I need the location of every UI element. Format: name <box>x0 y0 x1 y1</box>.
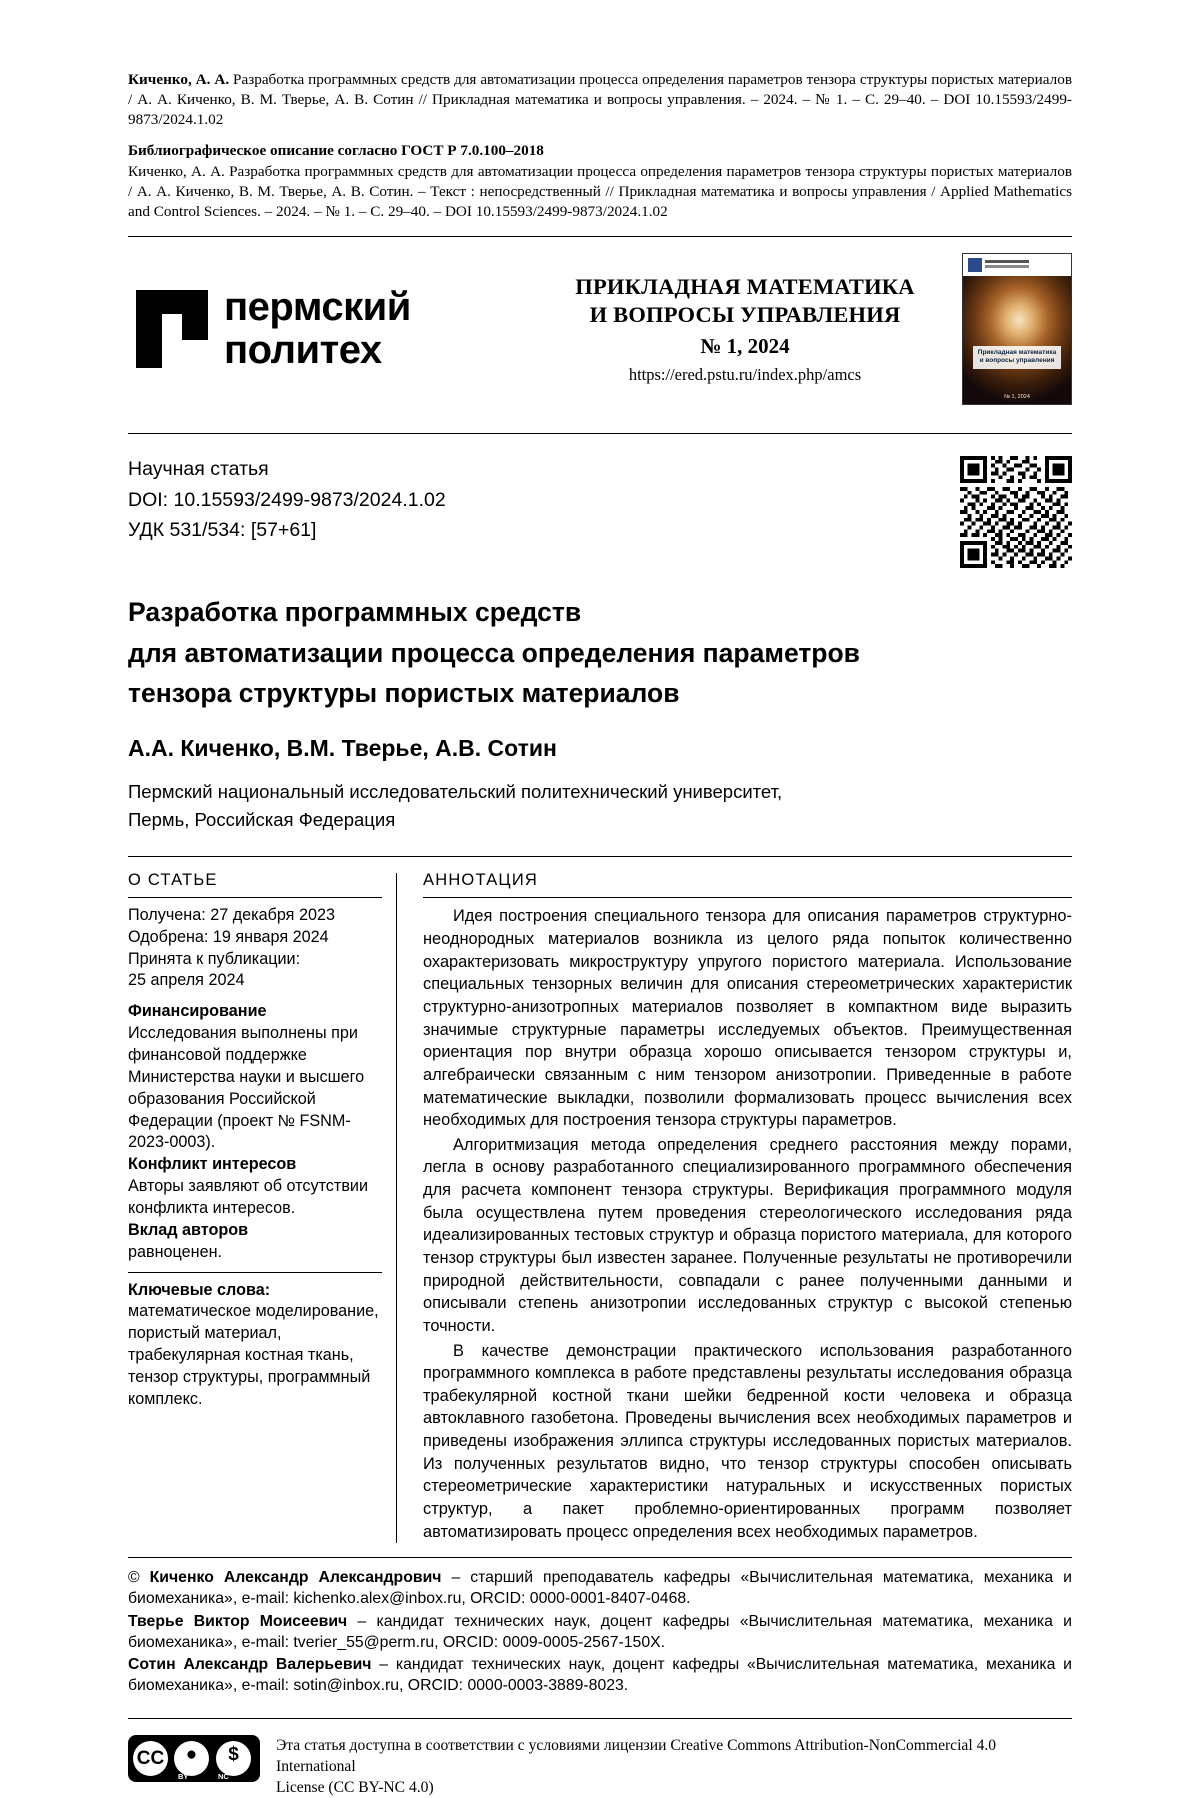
contribution-block <box>128 1220 382 1264</box>
date-approved: Одобрена: 19 января 2024 <box>128 927 329 946</box>
title-line-2: для автоматизации процесса определения параметров <box>128 637 860 668</box>
keywords-text: математическое моделирование, пористый материал, трабекулярная костная ткань, тензор структуры, программный комплекс. <box>128 1302 379 1408</box>
cc-badge-by-icon: ● <box>174 1741 209 1776</box>
article-udk: УДК 531/534: [57+61] <box>128 518 317 541</box>
cc-badge-nc-label: NC <box>218 1772 229 1782</box>
contact-row <box>128 1654 1072 1696</box>
journal-title-line-1: ПРИКЛАДНАЯ МАТЕМАТИКА <box>575 274 915 300</box>
cover-footer: № 1, 2024 <box>1004 394 1030 401</box>
contact-name: Киченко Александр Александрович <box>149 1569 442 1587</box>
author-list: А.А. Киченко, В.М. Тверье, А.В. Сотин <box>128 735 557 762</box>
masthead <box>128 237 1072 419</box>
logo-line-1: пермский <box>224 285 411 330</box>
license-line-2: License (CC BY-NC 4.0) <box>276 1778 434 1796</box>
abstract-rule <box>423 897 1072 898</box>
abstract-section <box>128 857 1072 1544</box>
title-line-3: тензора структуры пористых материалов <box>128 677 680 708</box>
contact-row <box>128 1611 1072 1653</box>
abstract-paragraph-3: В качестве демонстрации практического использования разработанного программного комплекса в работе представлены результаты исследования образца трабекулярной костной ткани шейки бедренной кости человека и образца автоклавного газобетона. Проведены вычисления всех необходимых параметров и приведены изображения эллипса структуры исследованных пористых материалов. Из полученных результатов видно, что тензор структуры способен описывать стереометрические характеристики натуральных и искусственных пористых структур, а пакет проблемно-ориентированных программ позволяет автоматизировать процесс определения всех необходимых параметров. <box>423 1341 1072 1541</box>
license-line-1: Эта статья доступна в соответствии с условиями лицензии Creative Commons Attribution-NonCommercial 4.0 International <box>276 1737 997 1775</box>
contact-details: – кандидат технических наук, доцент кафедры «Вычислительная математика, механика и биомеханика», e-mail: sotin@inbox.ru, ORCID: 0000-0003-3889-8023. <box>128 1655 1072 1695</box>
cover-label: Прикладная математика и вопросы управления <box>973 346 1061 368</box>
abstract-column <box>397 869 1072 1544</box>
article-type: Научная статья <box>128 458 269 481</box>
about-rule <box>128 897 382 898</box>
journal-title-line-2: И ВОПРОСЫ УПРАВЛЕНИЯ <box>589 301 901 327</box>
keywords-block <box>128 1280 382 1411</box>
creative-commons-icon <box>128 1735 260 1782</box>
cc-badge-nc-icon: $ <box>216 1741 251 1776</box>
contact-row <box>128 1567 1072 1609</box>
author-contacts <box>128 1558 1072 1696</box>
affiliation-line-2: Пермь, Российская Федерация <box>128 808 396 830</box>
gost-heading: Библиографическое описание согласно ГОСТ Р 7.0.100–2018 <box>128 141 544 159</box>
journal-issue: № 1, 2024 <box>700 334 790 359</box>
conflict-block <box>128 1154 382 1220</box>
university-logo-text <box>224 286 411 372</box>
conflict-text: Авторы заявляют об отсутствии конфликта интересов. <box>128 1177 368 1218</box>
gost-body: Киченко, А. А. Разработка программных средств для автоматизации процесса определения параметров тензора структуры пористых материалов / А. А. Киченко, В. М. Тверье, А. В. Сотин. – Текст : непосредственный // Прикладная математика и вопросы управления / Applied Mathematics and Control Sciences. – 2024. – № 1. – С. 29–40. – DOI 10.15593/2499-9873/2024.1.02 <box>128 162 1072 221</box>
contact-name: Тверье Виктор Моисеевич <box>128 1612 348 1630</box>
date-accepted-label: Принята к публикации: <box>128 949 301 968</box>
journal-info <box>528 273 962 385</box>
qr-code-icon <box>960 456 1072 568</box>
cc-badge-by-label: BY <box>178 1772 189 1782</box>
abstract-heading: АННОТАЦИЯ <box>423 870 538 889</box>
citation-block <box>128 70 1072 131</box>
article-doi: DOI: 10.15593/2499-9873/2024.1.02 <box>128 488 446 511</box>
contact-details: – старший преподаватель кафедры «Вычислительная математика, механика и биомеханика», e-mail: kichenko.alex@inbox.ru, ORCID: 0000-0001-8407-0468. <box>128 1569 1072 1608</box>
article-meta <box>128 434 1072 568</box>
affiliation-line-1: Пермский национальный исследовательский политехнический университет, <box>128 781 783 803</box>
funding-block <box>128 1001 382 1154</box>
about-dates <box>128 905 382 992</box>
conflict-label: Конфликт интересов <box>128 1155 297 1174</box>
abstract-paragraph-1: Идея построения специального тензора для описания параметров структурно-неоднородных материалов возникла из целого ряда попыток количественно охарактеризовать микроструктуру упругого пористого материала. Использование специальных тензорных величин для описания стереометрических характеристик структурно-анизотропных материалов позволяет в компактном виде выразить значимые структурные параметры исследуемых объектов. Преимущественная ориентация пор внутри образца хорошо описывается тензором структуры и, алгебраически связанным с ним тензором анизотропии. Приведенные в работе математические выкладки, позволили формализовать процесс вычисления всех необходимых для построения тензора структуры параметров. <box>423 907 1072 1130</box>
university-logo <box>128 286 528 372</box>
abstract-paragraph-2: Алгоритмизация метода определения среднего расстояния между порами, легла в основу разработанного специализированного программного обеспечения для расчета компонент тензора структуры. Верификация программного модуля была осуществлена путем проведения стереологического исследования ряда идеализированных тестовых структур и образца пористого материала, для которого тензор структуры был известен заранее. Полученные результаты не противоречили природной действительности, совпадали с ранее полученными данными и описывали степень анизотропии исследованных структур с высокой степенью точности. <box>423 1135 1072 1335</box>
citation-author: Киченко, А. А. <box>128 71 230 88</box>
keywords-label: Ключевые слова: <box>128 1280 271 1299</box>
contribution-label: Вклад авторов <box>128 1220 249 1239</box>
page-title <box>128 592 958 713</box>
about-heading: О СТАТЬЕ <box>128 870 218 889</box>
license-section <box>128 1719 1072 1798</box>
polytech-logo-icon <box>136 290 208 368</box>
about-column <box>128 869 396 1544</box>
funding-label: Финансирование <box>128 1002 267 1021</box>
citation-rest: Разработка программных средств для автоматизации процесса определения параметров тензора структуры пористых материалов / А. А. Киченко, В. М. Тверье, А. В. Сотин // Прикладная математика и вопросы управления. – 2024. – № 1. – С. 29–40. – DOI 10.15593/2499-9873/2024.1.02 <box>128 71 1072 129</box>
keywords-rule <box>128 1272 382 1273</box>
affiliation <box>128 778 1072 834</box>
journal-cover-image <box>962 253 1072 405</box>
date-received: Получена: 27 декабря 2023 <box>128 905 335 924</box>
copyright-symbol: © <box>128 1569 140 1587</box>
contribution-text: равноценен. <box>128 1242 223 1261</box>
logo-line-2: политех <box>224 328 382 373</box>
contact-details: – кандидат технических наук, доцент кафедры «Вычислительная математика, механика и биомеханика», e-mail: tverier_55@perm.ru, ORCID: 0009-0005-2567-150X. <box>128 1612 1072 1651</box>
license-text <box>276 1733 1072 1798</box>
contact-name: Сотин Александр Валерьевич <box>128 1655 372 1673</box>
title-line-1: Разработка программных средств <box>128 597 582 628</box>
cc-badge-cc: CC <box>133 1741 168 1776</box>
date-accepted: 25 апреля 2024 <box>128 971 245 990</box>
journal-url[interactable]: https://ered.pstu.ru/index.php/amcs <box>628 365 862 385</box>
funding-text: Исследования выполнены при финансовой поддержке Министерства науки и высшего образования Российской Федерации (проект № FSNM-2023-0003). <box>128 1024 365 1152</box>
